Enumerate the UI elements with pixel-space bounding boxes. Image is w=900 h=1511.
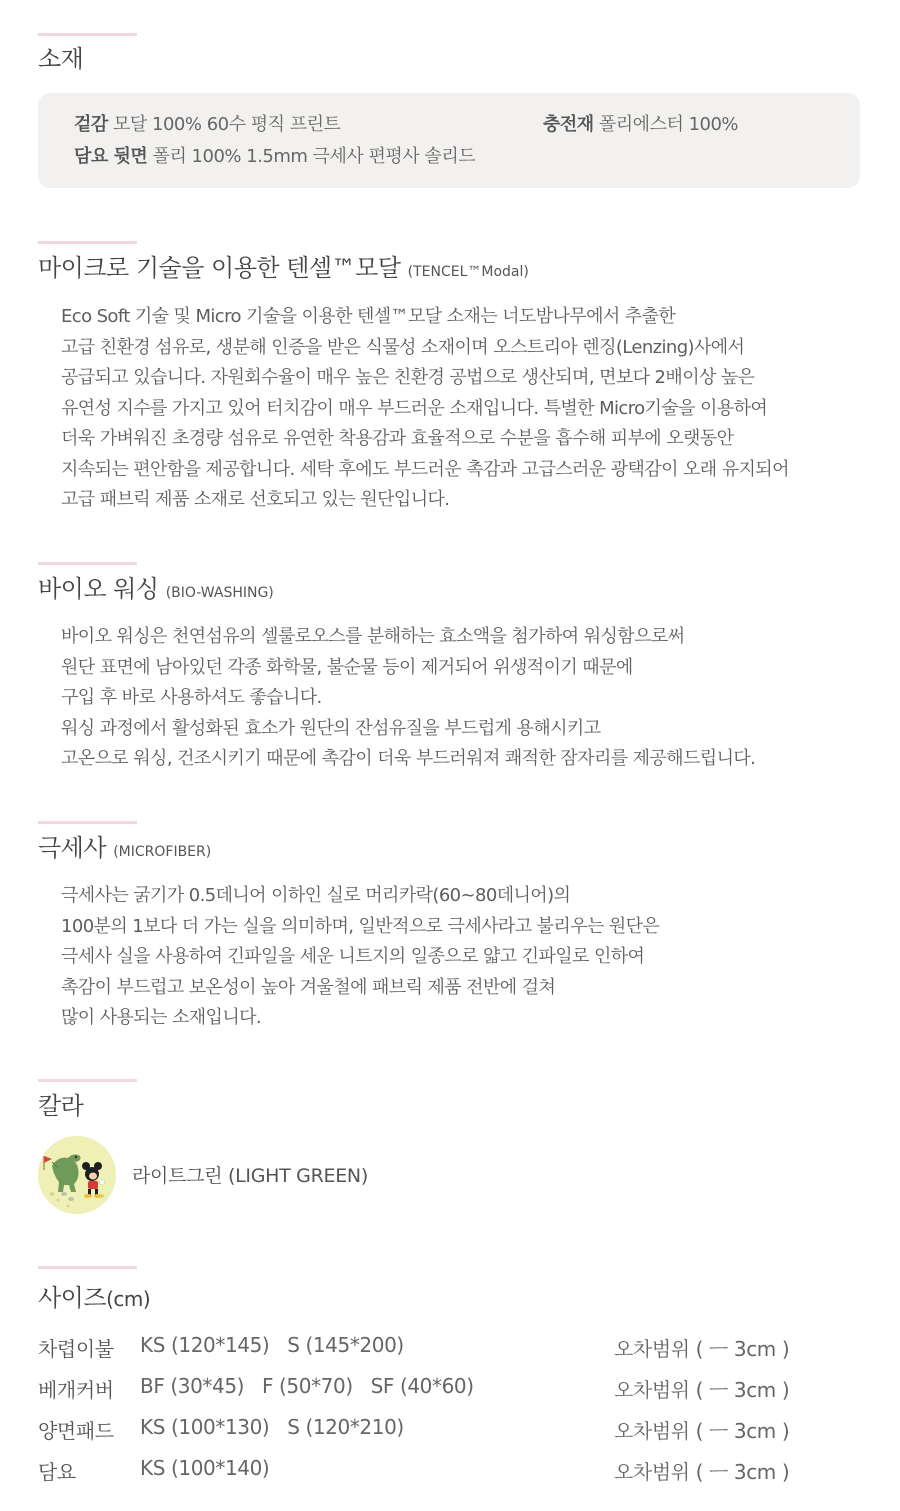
paragraph-line: 고급 친환경 섬유로, 생분해 인증을 받은 식물성 소재이며 오스트리아 렌징(Lenzing)사에서 bbox=[61, 336, 745, 358]
blanket-back-row bbox=[74, 142, 475, 168]
section-accent-bar bbox=[38, 241, 137, 244]
blanket-back-label: 담요 뒷면 bbox=[74, 146, 148, 167]
paragraph-line: 지속되는 편안함을 제공합니다. 세탁 후에도 부드러운 촉감과 고급스러운 광택감이 오래 유지되어 bbox=[61, 458, 789, 480]
paragraph-line: 극세사는 굵기가 0.5데니어 이하인 실로 머리카락(60~80데니어)의 bbox=[61, 885, 571, 906]
material-section bbox=[38, 33, 860, 193]
section-accent-bar bbox=[38, 562, 137, 565]
section-accent-bar bbox=[38, 821, 137, 824]
size-item-value: BF (30*45) F (50*70) SF (40*60) bbox=[140, 1374, 474, 1398]
section-title: 소재 bbox=[38, 45, 84, 73]
size-item-value: KS (100*130) S (120*210) bbox=[140, 1415, 404, 1439]
blanket-back-value: 폴리 100% 1.5mm 극세사 편평사 솔리드 bbox=[152, 146, 476, 167]
color-swatch bbox=[38, 1136, 116, 1214]
filling-row bbox=[543, 110, 738, 136]
outer-fabric-row bbox=[74, 110, 340, 136]
section-accent-bar bbox=[38, 1266, 137, 1269]
section-subtitle: (MICROFIBER) bbox=[113, 844, 212, 860]
section-subtitle: (TENCEL™Modal) bbox=[407, 264, 529, 280]
paragraph-line: 고온으로 워싱, 건조시키기 때문에 촉감이 더욱 부드러워져 쾌적한 잠자리를 제공해드립니다. bbox=[61, 748, 756, 769]
section-title-text: 바이오 워싱 bbox=[38, 575, 159, 603]
size-tolerance: 오차범위 ( ㅡ 3cm ) bbox=[614, 1337, 790, 1361]
paragraph-line: 극세사 실을 사용하여 긴파일을 세운 니트지의 일종으로 얇고 긴파일로 인하여 bbox=[61, 946, 645, 967]
tencel-description bbox=[61, 302, 789, 516]
filling-value: 폴리에스터 100% bbox=[598, 114, 739, 135]
section-subtitle: (BIO-WASHING) bbox=[165, 585, 274, 601]
paragraph-line: 워싱 과정에서 활성화된 효소가 원단의 잔섬유질을 부드럽게 용해시키고 bbox=[61, 717, 601, 739]
section-accent-bar bbox=[38, 33, 137, 36]
tencel-section bbox=[38, 241, 860, 521]
filling-label: 충전재 bbox=[543, 114, 594, 135]
paragraph-line: 촉감이 부드럽고 보온성이 높아 겨울철에 패브릭 제품 전반에 걸쳐 bbox=[61, 976, 556, 998]
paragraph-line: 더욱 가벼워진 초경량 섬유로 유연한 착용감과 효율적으로 수분을 흡수해 피부에 오랫동안 bbox=[61, 428, 734, 449]
color-name: 라이트그린 (LIGHT GREEN) bbox=[132, 1165, 368, 1187]
paragraph-line: 유연성 지수를 가지고 있어 터치감이 매우 부드러운 소재입니다. 특별한 Micro기술을 이용하여 bbox=[61, 397, 768, 419]
microfiber-section bbox=[38, 821, 860, 1041]
paragraph-line: 공급되고 있습니다. 자원회수율이 매우 높은 친환경 공법으로 생산되며, 면보다 2배이상 높은 bbox=[61, 367, 755, 388]
section-title bbox=[38, 248, 529, 283]
bio-washing-section bbox=[38, 562, 860, 782]
size-item-value: KS (100*140) bbox=[140, 1456, 270, 1480]
section-title bbox=[38, 828, 211, 863]
size-tolerance: 오차범위 ( ㅡ 3cm ) bbox=[614, 1419, 790, 1443]
size-item-name: 차렵이불 bbox=[38, 1337, 114, 1361]
size-row bbox=[38, 1374, 860, 1404]
section-title-text: 마이크로 기술을 이용한 텐셀™모달 bbox=[38, 254, 401, 282]
outer-fabric-value: 모달 100% 60수 평직 프린트 bbox=[113, 114, 341, 135]
section-title bbox=[38, 569, 274, 604]
size-row bbox=[38, 1333, 860, 1363]
size-section bbox=[38, 1266, 860, 1491]
size-unit: (cm) bbox=[106, 1287, 151, 1311]
size-row bbox=[38, 1415, 860, 1445]
section-title: 칼라 bbox=[38, 1092, 84, 1120]
size-item-name: 양면패드 bbox=[38, 1419, 114, 1443]
outer-fabric-label: 겉감 bbox=[74, 114, 108, 135]
section-title bbox=[38, 1278, 150, 1313]
size-item-name: 베개커버 bbox=[38, 1378, 114, 1402]
section-title-text: 사이즈 bbox=[38, 1284, 107, 1312]
paragraph-line: 바이오 워싱은 천연섬유의 셀룰로오스를 분해하는 효소액을 첨가하여 워싱함으로써 bbox=[61, 626, 685, 647]
paragraph-line: 고급 패브릭 제품 소재로 선호되고 있는 원단입니다. bbox=[61, 489, 450, 510]
size-item-name: 담요 bbox=[38, 1460, 76, 1484]
section-title-text: 극세사 bbox=[38, 834, 107, 862]
size-tolerance: 오차범위 ( ㅡ 3cm ) bbox=[614, 1378, 790, 1402]
section-accent-bar bbox=[38, 1079, 137, 1082]
microfiber-description bbox=[61, 881, 659, 1034]
paragraph-line: 많이 사용되는 소재입니다. bbox=[61, 1007, 262, 1028]
paragraph-line: 100분의 1보다 더 가는 실을 의미하며, 일반적으로 극세사라고 불리우는 원단은 bbox=[61, 915, 660, 937]
color-section bbox=[38, 1079, 860, 1224]
paragraph-line: Eco Soft 기술 및 Micro 기술을 이용한 텐셀™모달 소재는 너도밤나무에서 추출한 bbox=[61, 306, 676, 327]
size-tolerance: 오차범위 ( ㅡ 3cm ) bbox=[614, 1460, 790, 1484]
bio-washing-description bbox=[61, 622, 755, 775]
paragraph-line: 원단 표면에 남아있던 각종 화학물, 불순물 등이 제거되어 위생적이기 때문에 bbox=[61, 656, 633, 678]
paragraph-line: 구입 후 바로 사용하셔도 좋습니다. bbox=[61, 687, 322, 708]
size-row bbox=[38, 1456, 860, 1486]
size-item-value: KS (120*145) S (145*200) bbox=[140, 1333, 404, 1357]
dinosaur-and-mouse-pattern-icon bbox=[38, 1136, 116, 1214]
material-info-box bbox=[38, 93, 860, 188]
